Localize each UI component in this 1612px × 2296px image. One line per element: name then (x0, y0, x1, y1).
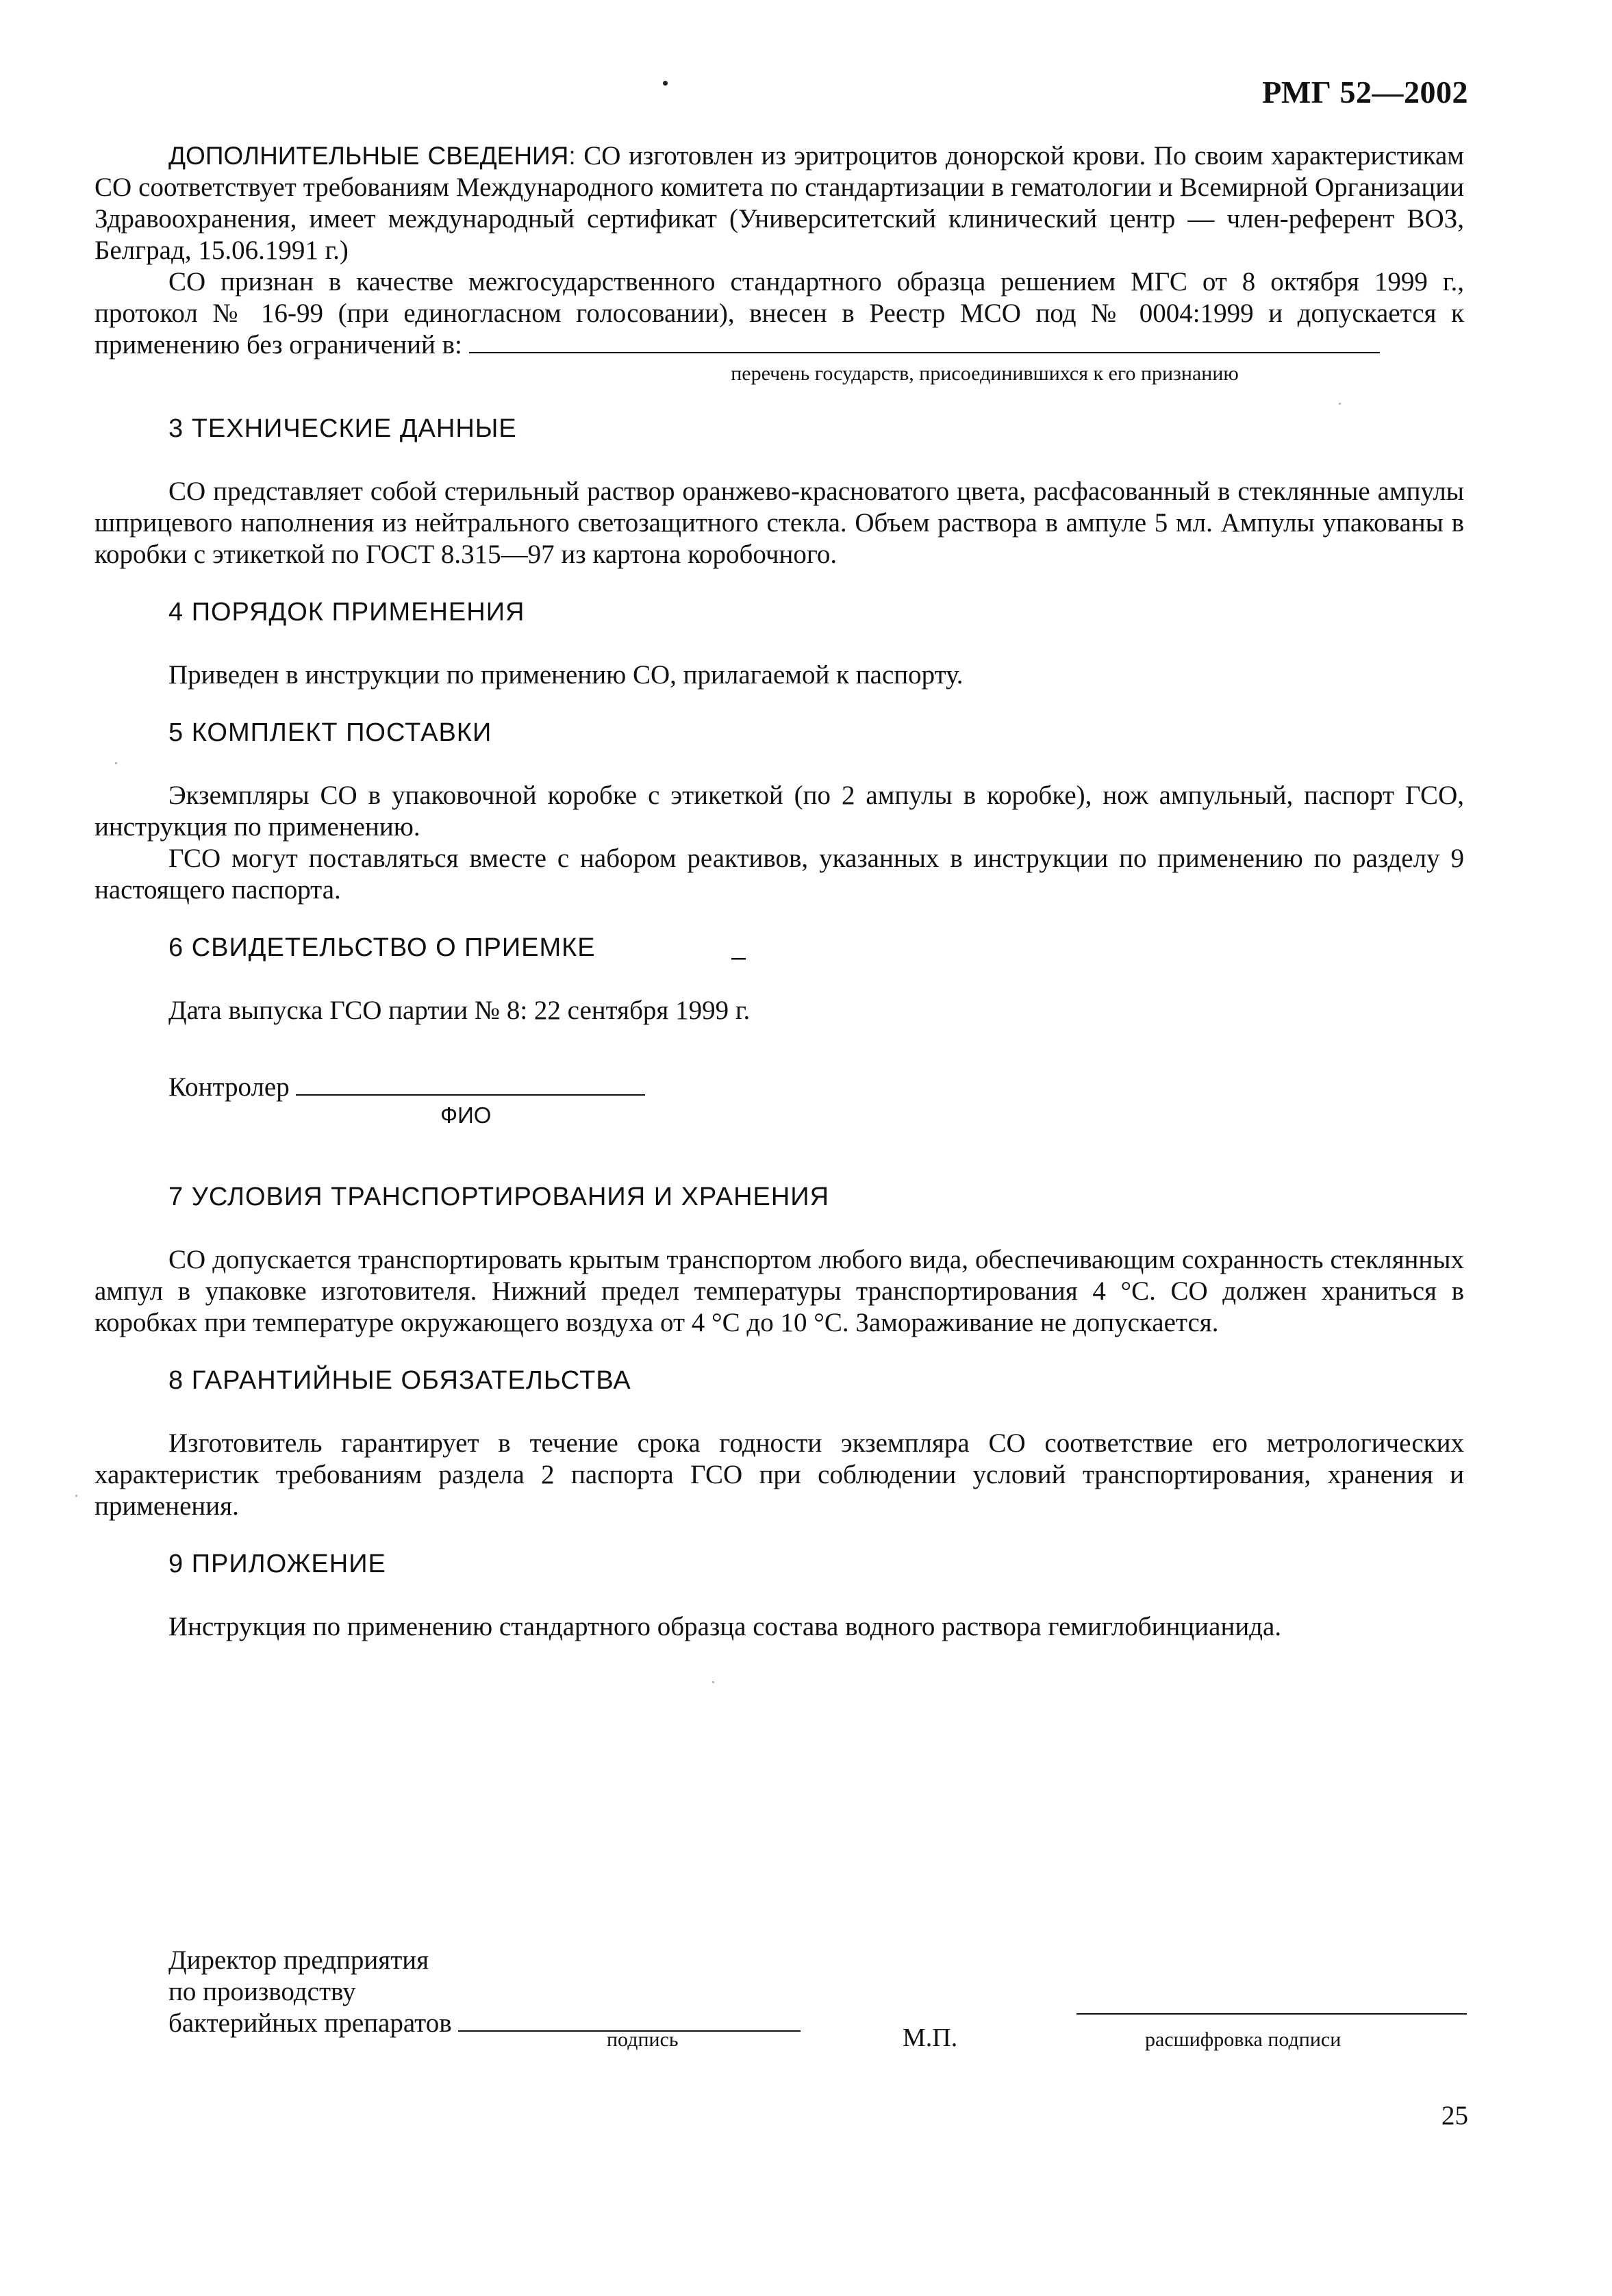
section-5-heading: 5 КОМПЛЕКТ ПОСТАВКИ (168, 718, 492, 747)
section-9-text: Инструкция по применению стандартного образца состава водного раствора гемиглобинцианида. (168, 1612, 1282, 1641)
section-4-heading: 4 ПОРЯДОК ПРИМЕНЕНИЯ (168, 598, 525, 627)
section-7-text: СО допускается транспортировать крытым транспортом любого вида, обеспечивающим сохранность стеклянных ампул в упаковке изготовителя. Нижний предел температуры транспортирования 4 °С. СО должен храниться в коробках при температуре окружающего воздуха от 4 °С до 10 °С. Замораживание не допускается. (95, 1245, 1464, 1337)
stamp-label: М.П. (903, 2023, 958, 2052)
section-7-heading: 7 УСЛОВИЯ ТРАНСПОРТИРОВАНИЯ И ХРАНЕНИЯ (168, 1183, 830, 1211)
recognition-fill-line (469, 331, 1380, 353)
document-body (95, 140, 1464, 1643)
recognition-paragraph (95, 266, 1464, 361)
section-8-heading: 8 ГАРАНТИЙНЫЕ ОБЯЗАТЕЛЬСТВА (168, 1366, 631, 1395)
scan-speck (1339, 403, 1341, 405)
signature-line-3: бактерийных препаратов (168, 2008, 452, 2038)
section-9-heading: 9 ПРИЛОЖЕНИЕ (168, 1550, 386, 1578)
section-5-text-2: ГСО могут поставляться вместе с набором реактивов, указанных в инструкции по применению по разделу 9 настоящего паспорта. (95, 844, 1464, 905)
signature-line-3-row (168, 2008, 801, 2039)
recognition-caption: перечень государств, присоединившихся к его признанию (731, 362, 1239, 385)
controller-caption: ФИО (440, 1102, 492, 1128)
scan-speck (712, 1681, 714, 1683)
additional-info-text: СО изготовлен из эритроцитов донорской крови. По своим характеристикам СО соответствует требованиям Международного комитета по стандартизации в гематологии и Всемирной Организации Здравоохранения, имеет международный сертификат (Университетский клинический центр — член-референт ВОЗ, Белград, 15.06.1991 г.) (95, 141, 1464, 265)
section-3-text: СО представляет собой стерильный раствор оранжево-красноватого цвета, расфасованный в стеклянные ампулы шприцевого наполнения из нейтрального светозащитного стекла. Объем раствора в ампуле 5 мл. Ампулы упакованы в коробки с этикеткой по ГОСТ 8.315—97 из картона коробочного. (95, 477, 1464, 569)
decoding-fill-line (1076, 2013, 1467, 2015)
section-3-heading: 3 ТЕХНИЧЕСКИЕ ДАННЫЕ (168, 414, 517, 443)
signature-caption: подпись (607, 2028, 679, 2051)
signature-block (168, 1945, 801, 2039)
controller-fill-line (296, 1074, 645, 1096)
additional-info-lead: ДОПОЛНИТЕЛЬНЫЕ СВЕДЕНИЯ: (168, 142, 576, 170)
header-dot (663, 81, 668, 86)
section-6-mark: – (731, 943, 747, 972)
section-6-heading-row (95, 932, 1464, 972)
decoding-caption: расшифровка подписи (1145, 2028, 1342, 2051)
recognition-text: СО признан в качестве межгосударственного стандартного образца решением МГС от 8 октября 1999 г., протокол № 16-99 (при единогласном голосовании), внесен в Реестр МСО под № 0004:1999 и допускается к применению без ограничений в: (95, 267, 1464, 359)
controller-row (95, 1072, 1464, 1103)
controller-label: Контролер (168, 1072, 290, 1102)
page-number: 25 (1441, 2101, 1468, 2130)
section-4-text: Приведен в инструкции по применению СО, прилагаемой к паспорту. (168, 660, 964, 690)
section-5-text-1: Экземпляры СО в упаковочной коробке с этикеткой (по 2 ампулы в коробке), нож ампульный, паспорт ГСО, инструкция по применению. (95, 781, 1464, 842)
additional-info-paragraph (95, 140, 1464, 266)
section-6-date: Дата выпуска ГСО партии № 8: 22 сентября 1999 г. (168, 996, 751, 1025)
scan-speck (115, 762, 117, 764)
signature-line-1: Директор предприятия (168, 1945, 429, 1975)
section-6-heading: 6 СВИДЕТЕЛЬСТВО О ПРИЕМКЕ (168, 933, 596, 962)
signature-line-2: по производству (168, 1977, 356, 2006)
document-code: РМГ 52—2002 (1262, 75, 1468, 110)
scan-speck (75, 1495, 77, 1497)
section-8-text: Изготовитель гарантирует в течение срока годности экземпляра СО соответствие его метрологических характеристик требованиям раздела 2 паспорта ГСО при соблюдении условий транспортирования, хранения и применения. (95, 1428, 1464, 1521)
